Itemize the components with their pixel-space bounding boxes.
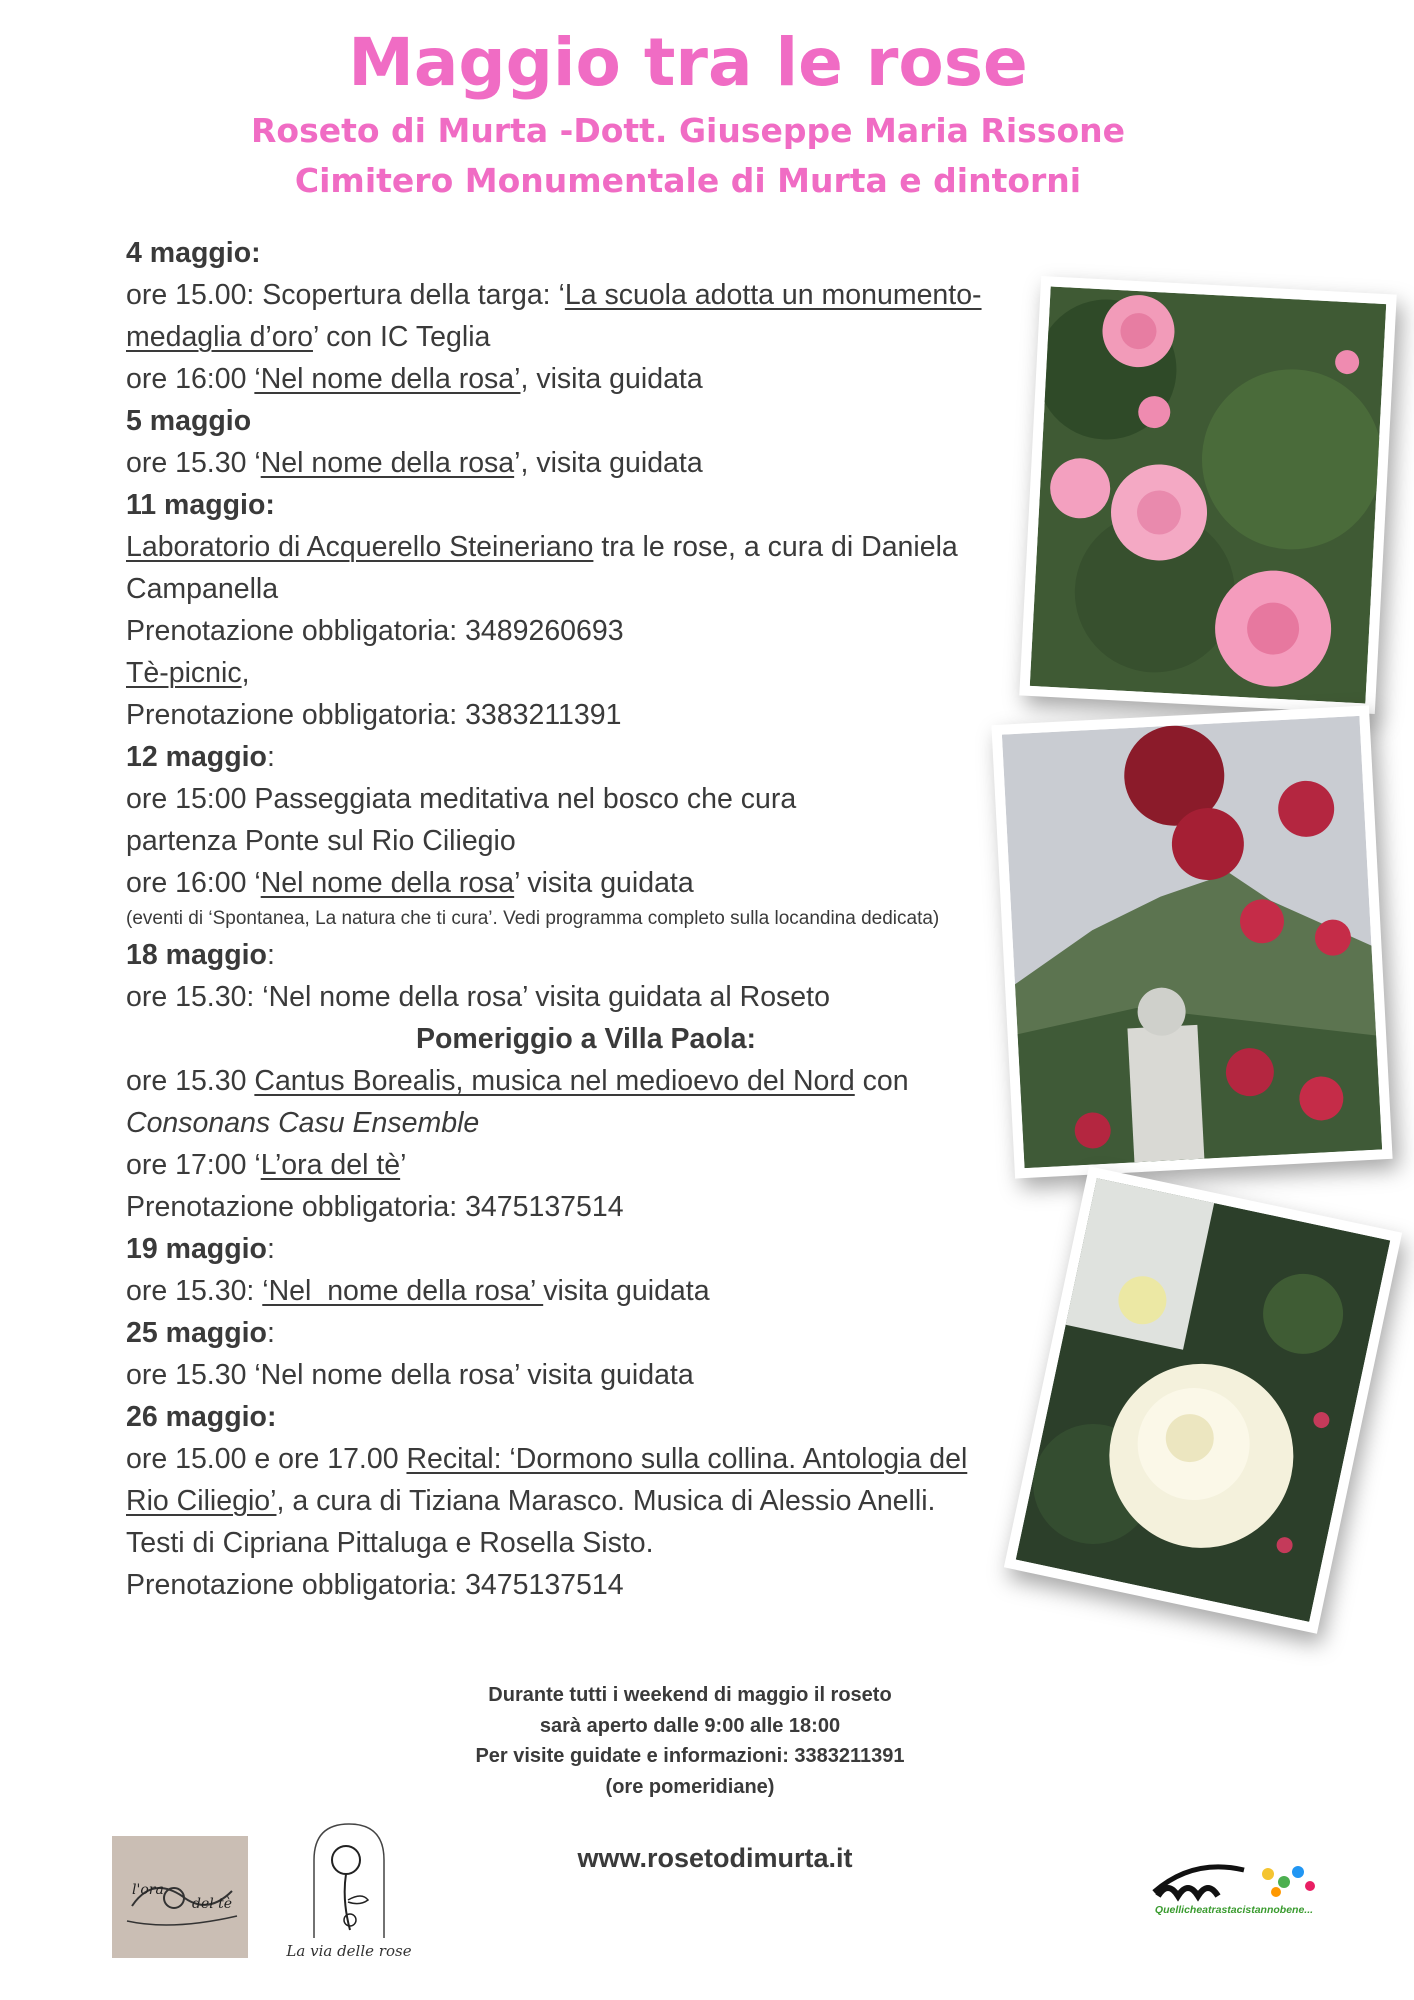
event-link[interactable]: Nel nome della rosa	[260, 867, 515, 899]
event-text: ore 15.00 e ore 17.00	[126, 1442, 407, 1475]
teapot-icon	[112, 1836, 248, 1958]
date-heading-line	[126, 1312, 1046, 1354]
event-text: :	[266, 1232, 275, 1265]
event-line: Campanella	[126, 573, 279, 605]
event-line	[126, 1480, 1046, 1522]
opening-info	[380, 1680, 1000, 1802]
ora-del-te-logo	[112, 1836, 248, 1958]
red-roses-image	[1002, 716, 1382, 1168]
opening-info-line: sarà aperto dalle 9:00 alle 18:00	[539, 1714, 841, 1737]
event-line: ore 15.30: ‘Nel nome della rosa’ visita guidata al Roseto	[126, 980, 830, 1013]
date-heading: 11 maggio:	[126, 489, 275, 521]
event-text: ore 16:00	[126, 363, 255, 395]
event-text: ’	[400, 1148, 407, 1181]
subtitle-venue: Roseto di Murta -Dott. Giuseppe Maria Rissone	[251, 111, 1125, 150]
date-heading-line	[126, 934, 1046, 976]
website-link[interactable]: www.rosetodimurta.it	[577, 1843, 853, 1873]
pink-roses-image	[1030, 286, 1386, 703]
villa-paola-heading: Pomeriggio a Villa Paola:	[416, 1022, 756, 1055]
event-text: tra le rose, a cura di Daniela	[593, 531, 958, 563]
date-heading-line	[126, 1228, 1046, 1270]
event-link[interactable]: L’ora del tè	[260, 1148, 401, 1181]
event-text: ore 15.00: Scopertura della targa: ‘	[126, 279, 565, 311]
booking-line: Prenotazione obbligatoria: 3475137514	[126, 1568, 624, 1601]
event-line: ore 15.30 ‘Nel nome della rosa’ visita guidata	[126, 1358, 694, 1391]
event-text: ore 15.30:	[126, 1274, 263, 1307]
event-text: ore 15.30 ‘	[126, 447, 261, 479]
date-heading: 5 maggio	[126, 405, 252, 437]
event-text: :	[266, 1316, 275, 1349]
white-rose-photo	[1004, 1166, 1402, 1634]
booking-line: Prenotazione obbligatoria: 3489260693	[126, 615, 624, 647]
event-line: ore 15:00 Passeggiata meditativa nel bosco che cura	[126, 783, 797, 815]
event-text: visita guidata	[543, 1274, 710, 1307]
opening-info-line: Durante tutti i weekend di maggio il roseto	[488, 1684, 892, 1706]
opening-info-line: Per visite guidate e informazioni: 3383211391	[475, 1745, 905, 1767]
quellicheatrastacistannobene-logo	[1148, 1852, 1320, 1938]
event-line	[126, 358, 1046, 400]
event-line	[126, 1144, 1046, 1186]
opening-info-line: (ore pomeridiane)	[605, 1775, 775, 1798]
event-text: :	[266, 741, 275, 773]
event-link[interactable]: medaglia d’oro	[126, 321, 313, 353]
red-roses-bust-photo	[991, 705, 1392, 1178]
date-heading: 25 maggio	[126, 1316, 267, 1349]
page-title: Maggio tra le rose	[348, 24, 1028, 101]
event-text: ore 17:00 ‘	[126, 1148, 261, 1181]
event-link[interactable]: Recital: ‘Dormono sulla collina. Antologia del	[406, 1442, 968, 1475]
event-text: , visita guidata	[520, 363, 703, 395]
event-link[interactable]: Nel nome della rosa	[260, 447, 515, 479]
ora-del-te-logo-lettering: del tè	[192, 1896, 233, 1912]
event-line	[126, 1270, 1046, 1312]
date-heading: 18 maggio	[126, 938, 267, 971]
date-heading-line	[126, 736, 1046, 778]
event-link[interactable]: Rio Ciliegio’	[126, 1484, 277, 1517]
event-line	[126, 526, 1046, 568]
booking-line: Prenotazione obbligatoria: 3383211391	[126, 699, 622, 731]
event-text: ore 15.30	[126, 1064, 255, 1097]
event-note: (eventi di ‘Spontanea, La natura che ti cura’. Vedi programma completo sulla locandina dedicata)	[126, 908, 940, 929]
date-heading: 26 maggio:	[126, 1400, 277, 1433]
via-delle-rose-logo-text: La via delle rose	[286, 1942, 412, 1960]
via-delle-rose-logo	[264, 1820, 434, 1970]
event-link[interactable]: La scuola adotta un monumento-	[564, 279, 982, 311]
rose-arch-icon	[264, 1820, 434, 1940]
event-text: ’ visita guidata	[514, 867, 694, 899]
event-line	[126, 652, 1046, 694]
event-link[interactable]: Tè-picnic	[126, 657, 242, 689]
ensemble-name: Consonans Casu Ensemble	[126, 1106, 480, 1139]
event-text: ’ con IC Teglia	[312, 321, 491, 353]
event-text: ore 16:00 ‘	[126, 867, 261, 899]
date-heading: 12 maggio	[126, 741, 267, 773]
booking-line: Prenotazione obbligatoria: 3475137514	[126, 1190, 624, 1223]
quellicheatrastacistannobene-logo-text: Quellicheatrastacistannobene...	[1154, 1904, 1314, 1916]
event-line	[126, 316, 1046, 358]
event-line	[126, 862, 1046, 904]
white-rose-image	[1016, 1178, 1391, 1622]
event-line: partenza Ponte sul Rio Ciliegio	[126, 825, 516, 857]
event-link[interactable]: ‘Nel nome della rosa’	[254, 363, 521, 395]
event-line	[126, 274, 1046, 316]
event-line: Testi di Cipriana Pittaluga e Rosella Sisto.	[126, 1526, 654, 1559]
event-link[interactable]: ‘Nel nome della rosa’	[262, 1274, 544, 1307]
date-heading: 4 maggio:	[126, 237, 261, 269]
event-line	[126, 442, 1046, 484]
subtitle-location: Cimitero Monumentale di Murta e dintorni	[294, 161, 1082, 200]
event-line	[126, 1060, 1046, 1102]
bridge-hands-icon	[1148, 1852, 1320, 1904]
event-line	[126, 1438, 1046, 1480]
event-link[interactable]: Cantus Borealis, musica nel medioevo del Nord	[254, 1064, 855, 1097]
event-program	[126, 232, 1046, 1606]
date-heading: 19 maggio	[126, 1232, 267, 1265]
event-text: :	[266, 938, 275, 971]
event-link[interactable]: Laboratorio di Acquerello Steineriano	[126, 531, 594, 563]
ora-del-te-logo-lettering: l'ora	[132, 1882, 164, 1898]
event-text: , a cura di Tiziana Marasco. Musica di Alessio Anelli.	[276, 1484, 936, 1517]
event-text: con	[854, 1064, 909, 1097]
event-text: ,	[241, 657, 250, 689]
event-text: ’, visita guidata	[514, 447, 703, 479]
pink-roses-photo	[1019, 276, 1396, 714]
